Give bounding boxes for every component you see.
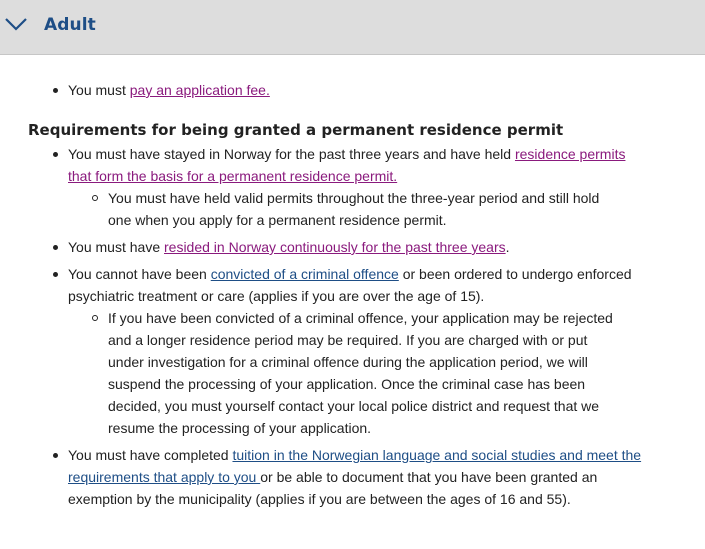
list-item-tuition (0, 444, 705, 510)
fee-text: You must (68, 82, 130, 98)
requirements-list (0, 143, 705, 510)
criminal-after: or been ordered to undergo enforced psychiatric treatment or care (applies if you are over the age of 15). (68, 266, 632, 304)
fee-list (0, 79, 705, 101)
tuition-requirements-link[interactable]: tuition in the Norwegian language and social studies and meet the requirements that apply to you (68, 447, 642, 485)
residence-permits-link[interactable]: residence permits that form the basis for a permanent residence permit. (68, 146, 626, 184)
resided-after: . (505, 239, 510, 255)
stay-sublist (68, 187, 645, 231)
criminal-sublist (68, 307, 645, 439)
accordion-title: Adult (44, 15, 96, 35)
resided-continuously-link[interactable]: resided in Norway continuously for the past three years (164, 239, 506, 255)
accordion-header-adult[interactable] (0, 0, 705, 55)
list-item-stay (0, 143, 705, 231)
chevron-down-icon (4, 16, 28, 32)
stay-text: You must have stayed in Norway for the past three years and have held (68, 146, 515, 162)
list-item-fee (0, 79, 705, 101)
criminal-text: You cannot have been (68, 266, 211, 282)
tuition-text: You must have completed (68, 447, 233, 463)
list-item-criminal (0, 263, 705, 439)
pay-application-fee-link[interactable]: pay an application fee. (129, 82, 270, 98)
sub-item-valid-permits: You must have held valid permits throughout the three-year period and still hold one when you apply for a permanent residence permit. (68, 187, 645, 231)
resided-text: You must have (68, 239, 164, 255)
criminal-offence-link[interactable]: convicted of a criminal offence (210, 266, 399, 282)
tuition-after: or be able to document that you have been granted an exemption by the municipality (applies if you are between the ages of 16 and 55). (68, 469, 598, 507)
list-item-resided (0, 236, 705, 258)
sub-item-convicted: If you have been convicted of a criminal offence, your application may be rejected and a longer residence period may be required. If you are charged with or put under investigation for a criminal offence during the application period, we will suspend the processing of your application. Once the criminal case has been decided, you must yourself contact your local police district and request that we resume the processing of your application. (68, 307, 645, 439)
section-heading: Requirements for being granted a permanent residence permit (28, 121, 564, 139)
accordion-content (0, 79, 705, 510)
